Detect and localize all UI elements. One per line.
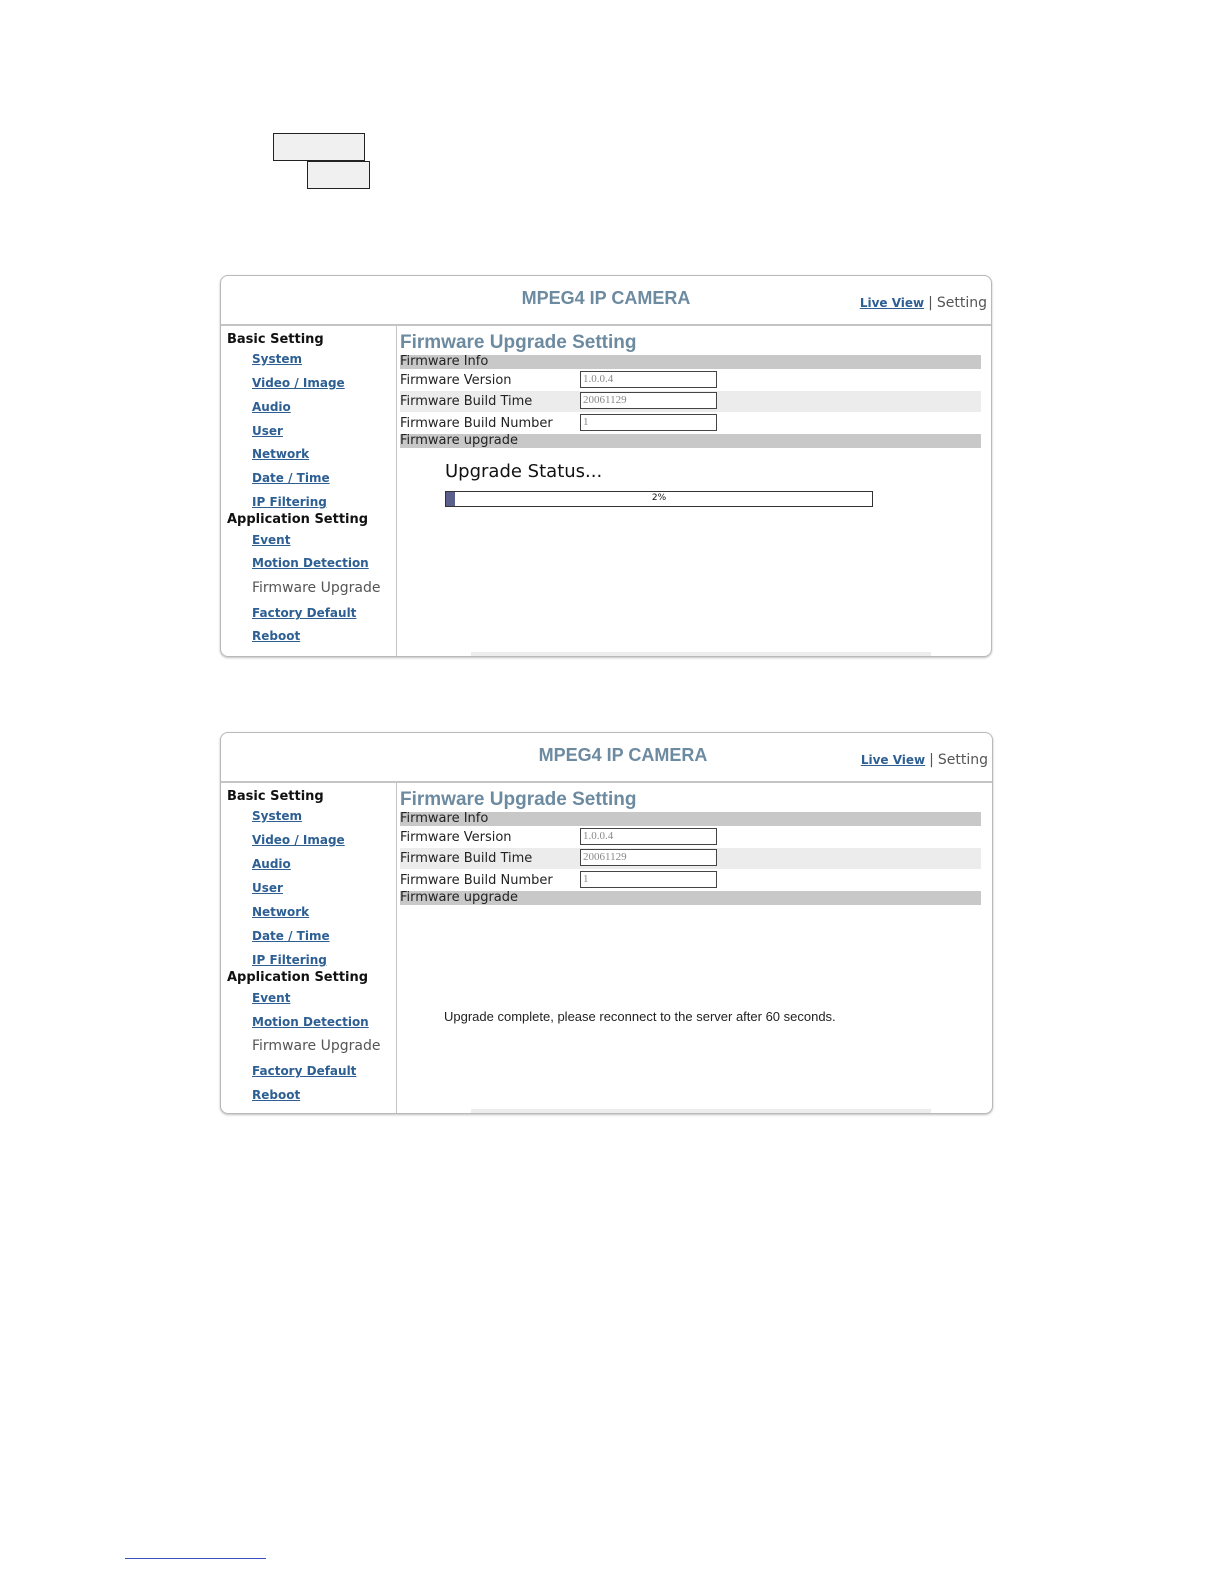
top-label-box-1 (273, 133, 365, 161)
firmware-build-number-label: Firmware Build Number (400, 416, 553, 431)
sidebar-heading-application: Application Setting (227, 512, 369, 527)
top-nav (860, 295, 987, 311)
setting-nav-current: Setting (936, 295, 987, 311)
header (221, 276, 991, 326)
section-bar-firmware-info: Firmware Info (400, 355, 981, 369)
main-content (398, 783, 991, 1113)
firmware-build-time-field: 20061129 (580, 849, 717, 866)
setting-nav-current: Setting (937, 752, 988, 768)
section-bar-firmware-upgrade: Firmware upgrade (400, 434, 981, 448)
top-label-box-2 (307, 161, 370, 189)
firmware-version-label: Firmware Version (400, 373, 512, 388)
sidebar-item-date-time[interactable]: Date / Time (252, 471, 330, 485)
sidebar-item-video-image[interactable]: Video / Image (252, 833, 345, 847)
sidebar-heading-basic: Basic Setting (227, 789, 324, 804)
firmware-build-number-row (400, 413, 981, 434)
sidebar-item-reboot[interactable]: Reboot (252, 629, 301, 643)
nav-separator: | (929, 752, 934, 768)
sidebar-item-firmware-upgrade: Firmware Upgrade (252, 1038, 381, 1054)
sidebar-item-ip-filtering[interactable]: IP Filtering (252, 953, 327, 967)
sidebar-item-user[interactable]: User (252, 424, 283, 438)
nav-separator: | (928, 295, 933, 311)
firmware-version-field: 1.0.0.4 (580, 371, 717, 388)
sidebar-item-motion-detection[interactable]: Motion Detection (252, 556, 369, 570)
firmware-build-time-field: 20061129 (580, 392, 717, 409)
upgrade-progress-bar (445, 491, 873, 507)
sidebar-item-ip-filtering[interactable]: IP Filtering (252, 495, 327, 509)
sidebar-item-reboot[interactable]: Reboot (252, 1088, 301, 1102)
firmware-build-time-row (400, 391, 981, 412)
firmware-version-row (400, 370, 981, 391)
camera-settings-panel-complete (220, 732, 993, 1114)
sidebar-item-motion-detection[interactable]: Motion Detection (252, 1015, 369, 1029)
sidebar-item-video-image[interactable]: Video / Image (252, 376, 345, 390)
firmware-build-time-label: Firmware Build Time (400, 851, 533, 866)
sidebar-item-user[interactable]: User (252, 881, 283, 895)
sidebar-item-event[interactable]: Event (252, 991, 291, 1005)
upgrade-status-text: Upgrade Status... (445, 461, 603, 482)
sidebar-item-system[interactable]: System (252, 809, 302, 823)
camera-settings-panel-progress (220, 275, 992, 657)
upgrade-complete-message: Upgrade complete, please reconnect to the server after 60 seconds. (444, 1009, 836, 1024)
app-title: MPEG4 IP CAMERA (538, 745, 708, 765)
section-bar-firmware-upgrade: Firmware upgrade (400, 891, 981, 905)
firmware-version-row (400, 827, 981, 848)
sidebar-item-network[interactable]: Network (252, 447, 310, 461)
sidebar-item-factory-default[interactable]: Factory Default (252, 1064, 357, 1078)
firmware-build-number-row (400, 870, 981, 891)
firmware-build-number-field: 1 (580, 414, 717, 431)
footnote-divider (125, 1558, 266, 1559)
sidebar-item-system[interactable]: System (252, 352, 302, 366)
sidebar-item-audio[interactable]: Audio (252, 857, 291, 871)
sidebar-item-firmware-upgrade: Firmware Upgrade (252, 580, 381, 596)
header (221, 733, 992, 783)
firmware-version-label: Firmware Version (400, 830, 512, 845)
upgrade-progress-label: 2% (651, 493, 667, 503)
top-nav (861, 752, 988, 768)
sidebar-item-event[interactable]: Event (252, 533, 291, 547)
section-bar-firmware-info: Firmware Info (400, 812, 981, 826)
sidebar-item-network[interactable]: Network (252, 905, 310, 919)
sidebar (221, 783, 397, 1113)
firmware-build-number-label: Firmware Build Number (400, 873, 553, 888)
sidebar-heading-basic: Basic Setting (227, 332, 324, 347)
app-title: MPEG4 IP CAMERA (521, 288, 691, 308)
firmware-build-time-label: Firmware Build Time (400, 394, 533, 409)
sidebar (221, 326, 397, 656)
firmware-build-number-field: 1 (580, 871, 717, 888)
bottom-scroll-hint (471, 652, 931, 656)
firmware-build-time-row (400, 848, 981, 869)
main-content (398, 326, 991, 656)
sidebar-item-date-time[interactable]: Date / Time (252, 929, 330, 943)
page-title: Firmware Upgrade Setting (400, 332, 637, 353)
live-view-link[interactable]: Live View (860, 753, 926, 767)
firmware-version-field: 1.0.0.4 (580, 828, 717, 845)
page-title: Firmware Upgrade Setting (400, 789, 637, 810)
sidebar-item-factory-default[interactable]: Factory Default (252, 606, 357, 620)
bottom-scroll-hint (471, 1109, 931, 1113)
sidebar-heading-application: Application Setting (227, 970, 369, 985)
live-view-link[interactable]: Live View (859, 296, 925, 310)
sidebar-item-audio[interactable]: Audio (252, 400, 291, 414)
